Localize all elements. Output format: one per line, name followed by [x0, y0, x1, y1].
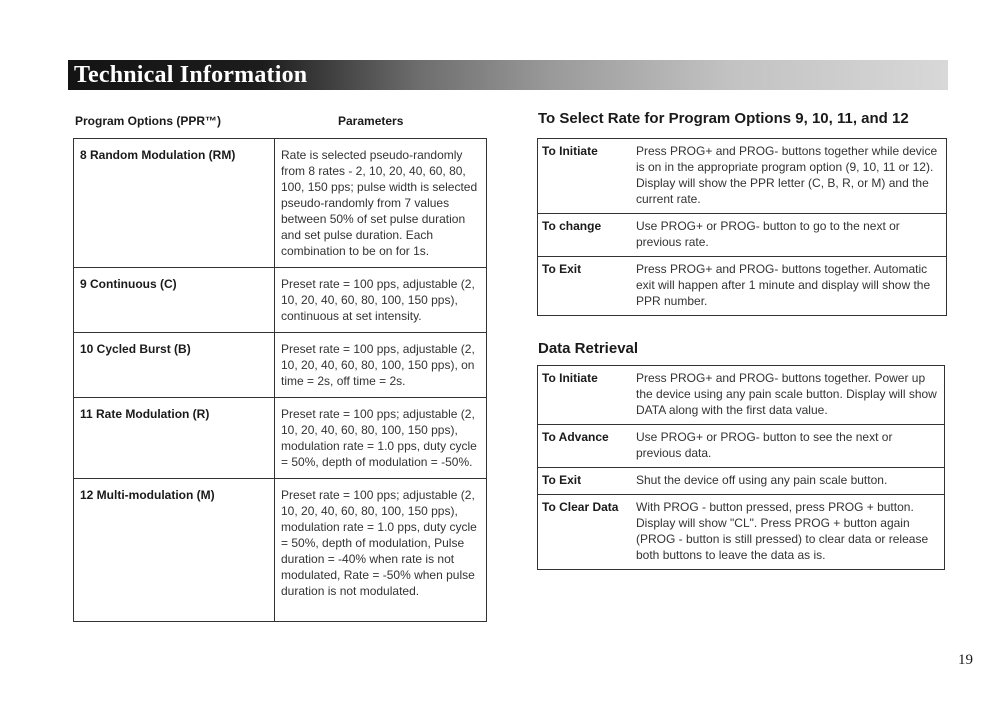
parameters-header: Parameters — [338, 114, 404, 128]
option-params: Rate is selected pseudo-randomly from 8 rates - 2, 10, 20, 40, 60, 80, 100, 150 pps; pulse width is selected pseudo-randomly from 7 values between 50% of set pulse duration and set pulse duration. Each combination to be on for 1s. — [275, 139, 487, 268]
option-label: 12 Multi-modulation (M) — [74, 479, 275, 622]
table-row — [538, 425, 945, 468]
row-key: To Initiate — [538, 366, 633, 425]
row-value: Use PROG+ or PROG- button to go to the next or previous rate. — [632, 214, 947, 257]
table-row — [538, 468, 945, 495]
section-banner — [68, 60, 948, 90]
row-value: Shut the device off using any pain scale button. — [632, 468, 945, 495]
row-key: To Exit — [538, 468, 633, 495]
row-key: To Exit — [538, 257, 633, 316]
row-value: Press PROG+ and PROG- buttons together while device is on in the appropriate program option (9, 10, 11 or 12). Display will show the PPR letter (C, B, R, or M) and the current rate. — [632, 139, 947, 214]
option-label: 8 Random Modulation (RM) — [74, 139, 275, 268]
row-value: Press PROG+ and PROG- buttons together. Power up the device using any pain scale button. Display will show DATA along with the first data value. — [632, 366, 945, 425]
option-label: 11 Rate Modulation (R) — [74, 398, 275, 479]
table-row — [538, 257, 947, 316]
data-retrieval-table — [537, 365, 945, 570]
row-value: Use PROG+ or PROG- button to see the next or previous data. — [632, 425, 945, 468]
table-row — [538, 495, 945, 570]
page-title: Technical Information — [74, 62, 308, 88]
option-params: Preset rate = 100 pps, adjustable (2, 10, 20, 40, 60, 80, 100, 150 pps), continuous at set intensity. — [275, 268, 487, 333]
program-options-header: Program Options (PPR™) — [75, 114, 222, 128]
option-params: Preset rate = 100 pps, adjustable (2, 10, 20, 40, 60, 80, 100, 150 pps), on time = 2s, off time = 2s. — [275, 333, 487, 398]
data-retrieval-title: Data Retrieval — [538, 340, 639, 357]
row-key: To Clear Data — [538, 495, 633, 570]
option-params: Preset rate = 100 pps; adjustable (2, 10, 20, 40, 60, 80, 100, 150 pps), modulation rate = 1.0 pps, duty cycle = 50%, depth of modulation = -50%. — [275, 398, 487, 479]
table-row — [74, 139, 487, 268]
page-number: 19 — [958, 652, 973, 668]
table-row — [538, 366, 945, 425]
table-row — [74, 398, 487, 479]
table-row — [538, 139, 947, 214]
table-row — [538, 214, 947, 257]
option-label: 9 Continuous (C) — [74, 268, 275, 333]
row-key: To change — [538, 214, 633, 257]
table-row — [74, 479, 487, 622]
program-options-table — [73, 138, 487, 622]
row-key: To Initiate — [538, 139, 633, 214]
row-value: Press PROG+ and PROG- buttons together. Automatic exit will happen after 1 minute and display will show the PPR number. — [632, 257, 947, 316]
option-label: 10 Cycled Burst (B) — [74, 333, 275, 398]
option-params: Preset rate = 100 pps; adjustable (2, 10, 20, 40, 60, 80, 100, 150 pps), modulation rate = 1.0 pps, duty cycle = 50%, depth of modulation, Pulse duration = -40% when rate is not modulated, Rate = -50% when pulse duration is not modulated. — [275, 479, 487, 622]
row-value: With PROG - button pressed, press PROG + button. Display will show "CL". Press PROG + button again (PROG - button is still pressed) to clear data or release both buttons to leave the data as is. — [632, 495, 945, 570]
table-row — [74, 333, 487, 398]
select-rate-title: To Select Rate for Program Options 9, 10, 11, and 12 — [538, 110, 909, 127]
row-key: To Advance — [538, 425, 633, 468]
select-rate-table — [537, 138, 947, 316]
table-row — [74, 268, 487, 333]
